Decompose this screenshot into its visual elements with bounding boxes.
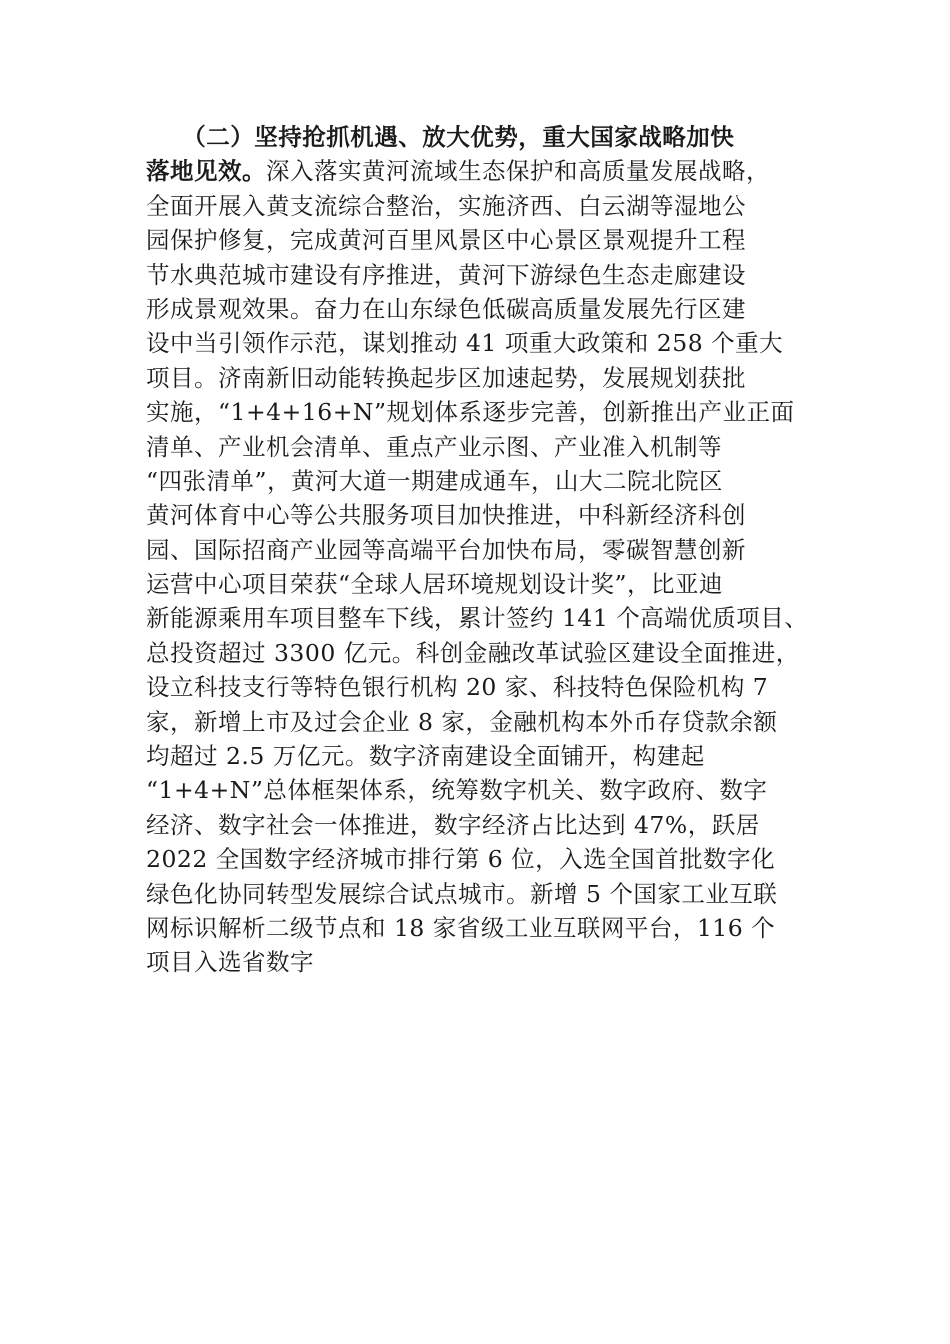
text-line: 项目。济南新旧动能转换起步区加速起势，发展规划获批 xyxy=(146,363,746,392)
text-line xyxy=(146,154,836,188)
text-line: 家，新增上市及过会企业 8 家，金融机构本外币存贷款余额 xyxy=(146,707,778,736)
text-line: 网标识解析二级节点和 18 家省级工业互联网平台，116 个 xyxy=(146,913,776,942)
text-line: 黄河体育中心等公共服务项目加快推进，中科新经济科创 xyxy=(146,501,746,530)
text-line: 经济、数字社会一体推进，数字经济占比达到 47%，跃居 xyxy=(146,810,760,839)
heading-line: （二）坚持抢抓机遇、放大优势，重大国家战略加快 xyxy=(146,123,735,151)
text-line: 全面开展入黄支流综合整治，实施济西、白云湖等湿地公 xyxy=(146,191,746,220)
text-line: “1+4+N”总体框架体系，统筹数字机关、数字政府、数字 xyxy=(146,776,768,805)
text-line: 新能源乘用车项目整车下线，累计签约 141 个高端优质项目、 xyxy=(146,604,809,633)
text-line: 设立科技支行等特色银行机构 20 家、科技特色保险机构 7 xyxy=(146,673,769,702)
heading-line-end: 落地见效。 xyxy=(146,157,266,186)
text-line: 绿色化协同转型发展综合试点城市。新增 5 个国家工业互联 xyxy=(146,879,778,908)
text-line: 均超过 2.5 万亿元。数字济南建设全面铺开，构建起 xyxy=(146,742,705,771)
text-line: “四张清单”，黄河大道一期建成通车，山大二院北院区 xyxy=(146,466,724,495)
text-line: 园保护修复，完成黄河百里风景区中心景区景观提升工程 xyxy=(146,226,746,255)
text-line: 设中当引领作示范，谋划推动 41 项重大政策和 258 个重大 xyxy=(146,329,784,358)
document-body xyxy=(146,120,836,980)
text-line: 园、国际招商产业园等高端平台加快布局，零碳智慧创新 xyxy=(146,535,746,564)
text-line: 节水典范城市建设有序推进，黄河下游绿色生态走廊建设 xyxy=(146,260,746,289)
text-line: 形成景观效果。奋力在山东绿色低碳高质量发展先行区建 xyxy=(146,294,746,323)
text-line: 清单、产业机会清单、重点产业示图、产业准入机制等 xyxy=(146,432,722,461)
text-line: 项目入选省数字 xyxy=(146,948,314,977)
text-segment: 深入落实黄河流域生态保护和高质量发展战略， xyxy=(266,157,770,186)
text-line: 总投资超过 3300 亿元。科创金融改革试验区建设全面推进， xyxy=(146,638,800,667)
text-line: 运营中心项目荣获“全球人居环境规划设计奖”，比亚迪 xyxy=(146,570,724,599)
text-line: 实施，“1+4+16+N”规划体系逐步完善，创新推出产业正面 xyxy=(146,398,795,427)
text-line: 2022 全国数字经济城市排行第 6 位，入选全国首批数字化 xyxy=(146,845,776,874)
